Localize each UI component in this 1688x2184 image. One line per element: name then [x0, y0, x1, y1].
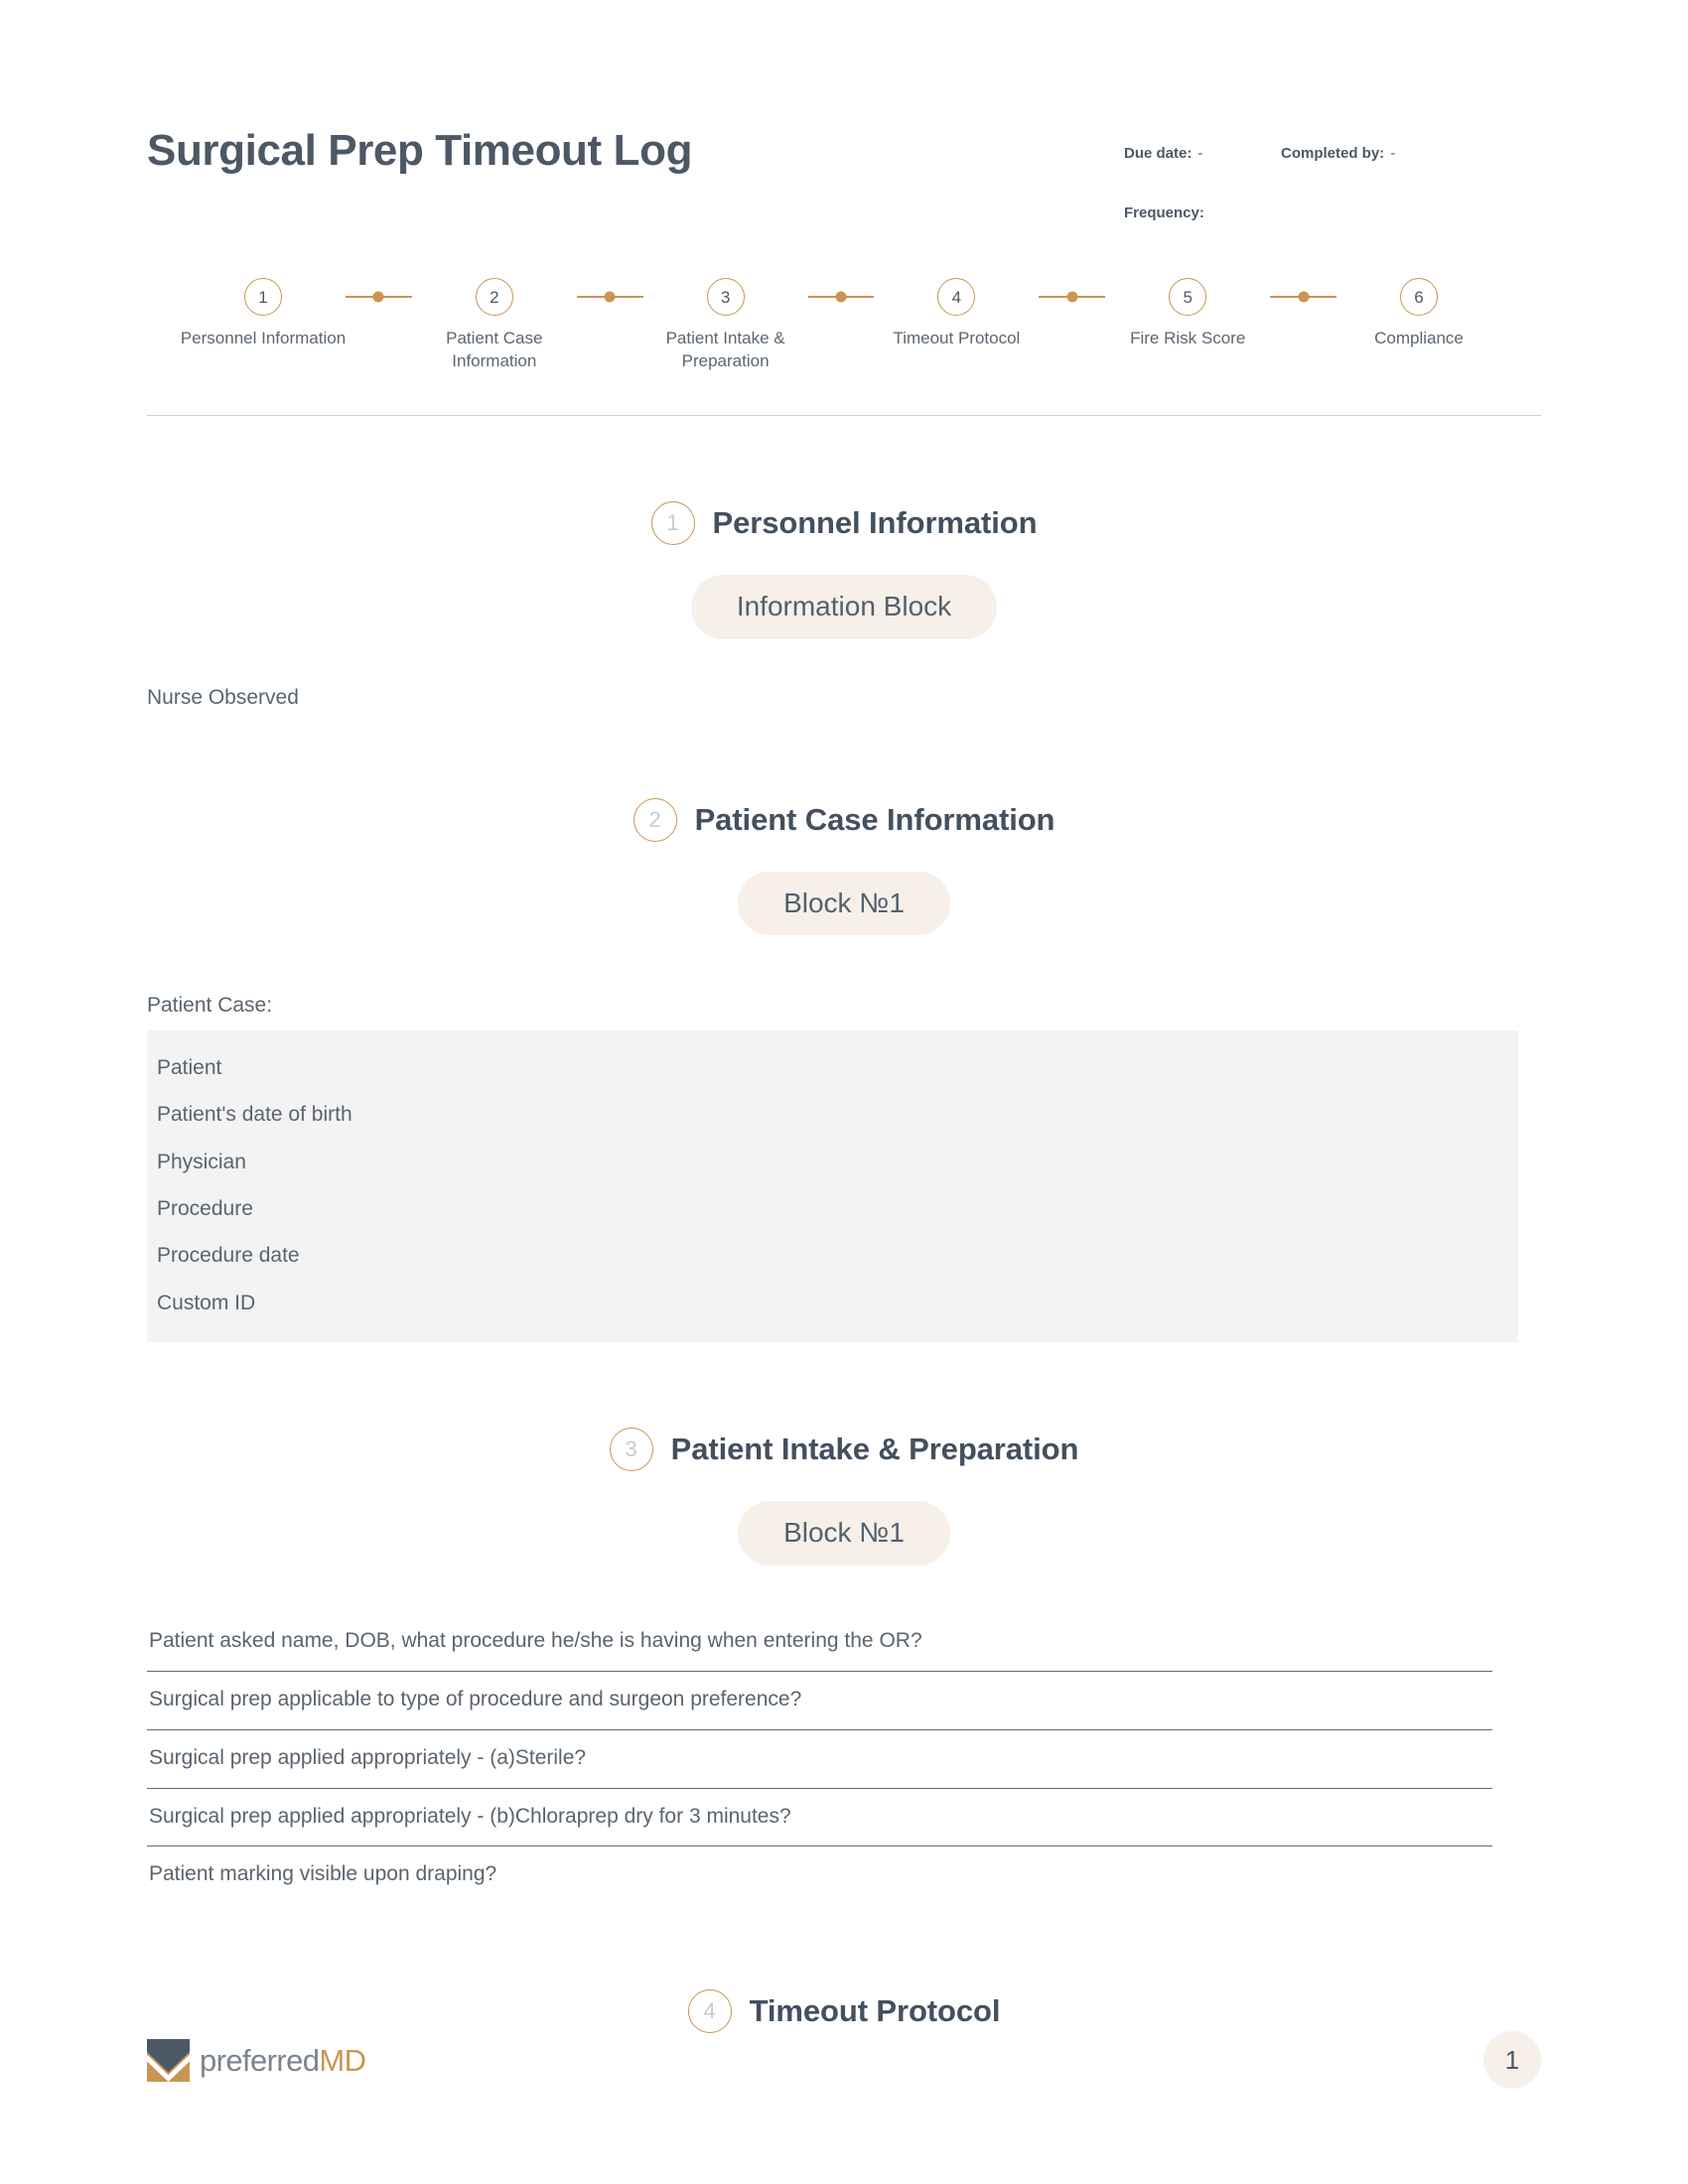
section-number-badge: 2 — [633, 798, 677, 842]
connector-dot-icon — [373, 292, 384, 303]
page-title: Surgical Prep Timeout Log — [147, 126, 693, 175]
due-date-label: Due date: — [1124, 145, 1193, 162]
section-header-patient-intake-preparation — [147, 1428, 1541, 1471]
completed-by-label: Completed by: — [1281, 145, 1385, 162]
patient-case-label: Patient Case: — [147, 994, 273, 1018]
section-header-patient-case-information — [147, 798, 1541, 842]
block-pill-wrapper — [147, 872, 1541, 936]
table-row: Procedure — [157, 1197, 253, 1221]
stepper-step-3[interactable] — [643, 278, 808, 373]
patient-case-table — [147, 991, 1541, 1342]
connector-dot-icon — [605, 292, 616, 303]
document-meta — [1124, 127, 1541, 222]
section-header-timeout-protocol — [147, 1989, 1541, 2033]
step-number-badge: 1 — [244, 278, 282, 316]
meta-row-top — [1124, 145, 1541, 163]
step-label: Patient Intake & Preparation — [665, 329, 785, 370]
section-title: Patient Intake & Preparation — [670, 1432, 1079, 1467]
table-row: Physician — [157, 1150, 246, 1173]
list-item: Patient marking visible upon draping? — [149, 1862, 497, 1886]
connector-dot-icon — [1066, 292, 1077, 303]
logo-text-primary: preferred — [200, 2042, 320, 2078]
header-divider — [147, 415, 1541, 417]
section-number-badge: 3 — [610, 1428, 653, 1471]
connector-dot-icon — [835, 292, 846, 303]
field-nurse-observed: Nurse Observed — [147, 686, 299, 710]
document-header — [147, 0, 1541, 222]
section-title: Personnel Information — [712, 505, 1038, 541]
step-number-badge: 6 — [1400, 278, 1438, 316]
intake-question-list — [147, 1613, 1541, 1904]
due-date-value: - — [1197, 145, 1203, 162]
section-title: Patient Case Information — [694, 801, 1055, 837]
stepper-connector-1-2 — [346, 278, 412, 316]
preferredmd-logo — [147, 2039, 365, 2082]
step-label: Fire Risk Score — [1130, 329, 1246, 347]
stepper-step-4[interactable] — [874, 278, 1039, 350]
due-date-field — [1124, 145, 1281, 163]
frequency-label: Frequency: — [1124, 205, 1204, 221]
step-number-badge: 4 — [937, 278, 975, 316]
connector-dot-icon — [1298, 292, 1309, 303]
completed-by-field — [1281, 145, 1395, 163]
stepper-connector-2-3 — [577, 278, 643, 316]
list-item: Surgical prep applied appropriately - (b)Chloraprep dry for 3 minutes? — [147, 1789, 1492, 1847]
step-number-badge: 5 — [1169, 278, 1206, 316]
stepper-connector-4-5 — [1039, 278, 1105, 316]
step-label: Patient Case Information — [446, 329, 543, 370]
table-row: Patient — [157, 1055, 222, 1079]
table-row: Patient's date of birth — [157, 1103, 352, 1127]
preferredmd-logo-icon — [147, 2039, 190, 2082]
stepper-connector-3-4 — [808, 278, 875, 316]
stepper-step-6[interactable] — [1336, 278, 1501, 350]
block-pill-block-no-1: Block №1 — [738, 872, 950, 936]
meta-row-bottom — [1124, 205, 1541, 222]
section-number-badge: 4 — [688, 1989, 732, 2033]
step-label: Compliance — [1374, 329, 1464, 347]
section-title: Timeout Protocol — [749, 1993, 1001, 2029]
stepper-step-2[interactable] — [412, 278, 577, 373]
list-item: Patient asked name, DOB, what procedure he/she is having when entering the OR? — [147, 1613, 1492, 1672]
step-label: Timeout Protocol — [893, 329, 1021, 347]
patient-case-panel — [147, 1030, 1518, 1342]
completed-by-value: - — [1390, 145, 1396, 162]
table-row: Custom ID — [157, 1291, 256, 1314]
table-row: Procedure date — [157, 1244, 300, 1268]
list-item: Surgical prep applied appropriately - (a)Sterile? — [147, 1730, 1492, 1789]
logo-text-accent: MD — [319, 2042, 366, 2078]
step-number-badge: 3 — [707, 278, 745, 316]
block-pill-block-no-1: Block №1 — [738, 1501, 950, 1566]
block-pill-information-block: Information Block — [691, 575, 997, 639]
stepper-connector-5-6 — [1270, 278, 1336, 316]
step-label: Personnel Information — [180, 329, 347, 347]
step-number-badge: 2 — [476, 278, 513, 316]
section-header-personnel-information — [147, 501, 1541, 545]
page-footer — [147, 2031, 1541, 2089]
logo-wordmark — [200, 2042, 366, 2078]
section-number-badge: 1 — [651, 501, 695, 545]
stepper-step-5[interactable] — [1105, 278, 1270, 350]
frequency-field — [1124, 205, 1210, 222]
section-stepper — [147, 278, 1541, 373]
page-number-badge: 1 — [1483, 2031, 1541, 2089]
list-item: Surgical prep applicable to type of procedure and surgeon preference? — [147, 1672, 1492, 1730]
stepper-step-1[interactable] — [181, 278, 346, 350]
block-pill-wrapper — [147, 1501, 1541, 1566]
block-pill-wrapper — [147, 575, 1541, 639]
